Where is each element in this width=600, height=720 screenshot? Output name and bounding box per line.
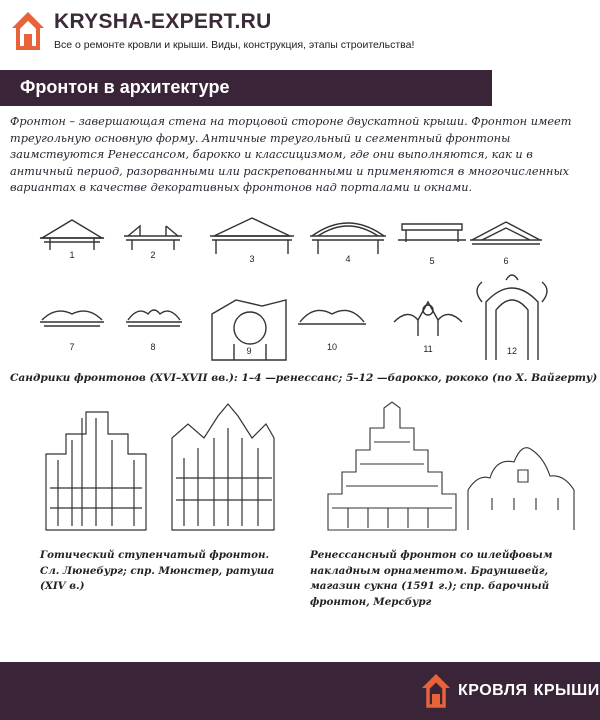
figure-1 (40, 220, 104, 250)
site-title[interactable]: KRYSHA-EXPERT.RU (54, 10, 272, 33)
gothic-caption: Готический ступенчатый фронтон. Сл. Люнебург; спр. Мюнстер, ратуша (XIV в.) (40, 549, 275, 593)
figure-number: 11 (423, 344, 433, 354)
figure-7 (40, 311, 104, 326)
site-tagline: Все о ремонте кровли и крыши. Виды, конструкция, этапы строительства! (54, 39, 415, 51)
figure-number: 7 (69, 342, 75, 352)
footer-brand-word1: КРОВЛЯ (458, 682, 528, 699)
figure-number: 9 (246, 346, 252, 356)
footer-brand-word2: КРЫШИ (533, 682, 600, 699)
figure-2 (124, 226, 182, 250)
pediment-figures (36, 210, 564, 370)
house-logo-icon[interactable] (420, 672, 452, 712)
figure-number: 10 (326, 342, 338, 352)
figures-caption: Сандрики фронтонов (XVI–XVII вв.): 1–4 —ренессанс; 5–12 —барокко, рококо (по Х. Вайгерту) (10, 372, 598, 384)
figure-5 (398, 224, 466, 242)
intro-paragraph: Фронтон – завершающая стена на торцовой стороне двускатной крыши. Фронтон имеет треугольную основную форму. Античные треугольный и сегментный фронтоны заимствуются Ренессансом, барокко и классицизмом, где они выполняются, как и в античный период, разорванными или раскрепованными и применяются в многочисленных вариантах в качестве декоративных фронтонов над порталами и окнами. (10, 115, 572, 195)
site-header (0, 0, 600, 66)
figure-4 (310, 223, 386, 254)
figure-number: 4 (345, 254, 351, 264)
figure-6 (470, 222, 542, 244)
renaissance-gable-illustration (318, 398, 588, 538)
figure-number: 12 (506, 346, 518, 356)
renaissance-caption: Ренессансный фронтон со шлейфовым накладным орнаментом. Брауншвейг, магазин сукна (1591 г.); спр. барочный фронтон, Мерсбург (310, 549, 553, 608)
house-logo-icon[interactable] (10, 10, 46, 54)
figure-10 (298, 310, 366, 324)
figure-number: 3 (249, 254, 255, 264)
figure-number: 2 (150, 250, 156, 260)
figure-number: 1 (69, 250, 75, 260)
figure-3 (210, 218, 294, 254)
page-title: Фронтон в архитектуре (20, 77, 230, 97)
gothic-gable-illustration (38, 398, 278, 538)
figure-number: 6 (503, 256, 509, 266)
figure-number: 8 (150, 342, 156, 352)
figure-8 (126, 310, 182, 326)
figure-number: 5 (429, 256, 435, 266)
section-title-bar (0, 70, 492, 106)
footer-brand[interactable] (458, 682, 600, 700)
figure-11 (394, 302, 462, 336)
